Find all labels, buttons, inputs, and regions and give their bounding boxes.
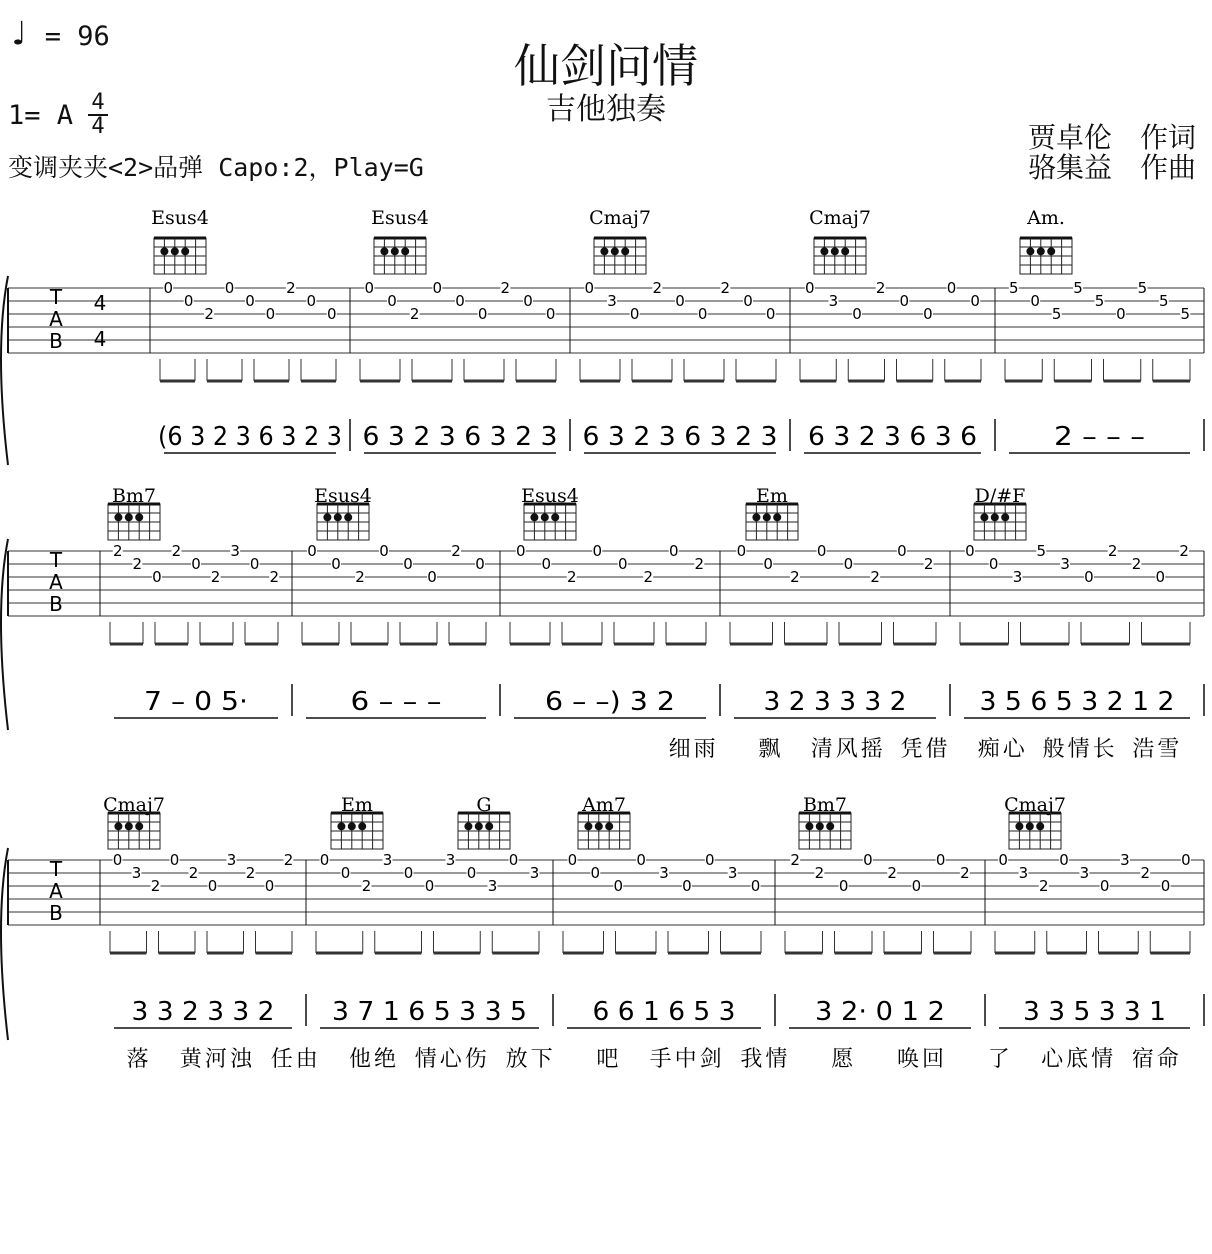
- chord-finger-dot: [826, 822, 834, 830]
- fret-number: 0: [523, 292, 533, 310]
- fret-number: 3: [226, 851, 237, 869]
- key-signature: 1= A: [8, 100, 74, 131]
- fret-number: 2: [790, 851, 800, 869]
- fret-number: 0: [541, 555, 552, 573]
- chord-name: Em: [341, 794, 373, 816]
- jianpu-measure: 3 3 5 3 3 1: [1023, 997, 1166, 1027]
- chord-name: Cmaj7: [589, 207, 651, 229]
- chord-finger-dot: [763, 513, 771, 521]
- chord-finger-dot: [816, 822, 824, 830]
- fret-number: 0: [403, 864, 414, 882]
- chord-finger-dot: [135, 822, 143, 830]
- fret-number: 0: [567, 851, 578, 869]
- fret-number: 0: [636, 851, 646, 869]
- fret-number: 0: [617, 555, 628, 573]
- chord-finger-dot: [337, 822, 345, 830]
- tab-clef-letter: B: [49, 329, 63, 353]
- quarter-note-icon: ♩: [8, 14, 29, 54]
- lyric-word: 吧: [596, 1047, 622, 1072]
- fret-number: 0: [852, 305, 862, 323]
- fret-number: 3: [1060, 555, 1070, 573]
- fret-number: 5: [1051, 305, 1062, 323]
- fret-number: 0: [224, 279, 235, 297]
- tab-clef-letter: A: [49, 307, 63, 331]
- jianpu-measure: 6 3 2 3 6 3 2 3: [582, 422, 778, 452]
- jianpu-measure: 6 3 2 3 6 3 6: [808, 422, 977, 452]
- fret-number: 3: [487, 877, 498, 895]
- fret-number: 2: [269, 568, 279, 586]
- lyric-word: 黄河浊: [179, 1047, 255, 1072]
- fret-number: 0: [508, 851, 519, 869]
- fret-number: 0: [682, 877, 692, 895]
- fret-number: 2: [694, 555, 705, 573]
- fret-number: 5: [1008, 279, 1019, 297]
- chord-name: Am.: [1027, 207, 1065, 229]
- chord-finger-dot: [114, 822, 122, 830]
- chord-finger-dot: [334, 513, 342, 521]
- tab-time-sig-bottom: 4: [93, 327, 107, 351]
- fret-number: 0: [327, 305, 337, 323]
- fret-number: 0: [946, 279, 957, 297]
- chord-name: Esus4: [151, 207, 209, 229]
- chord-finger-dot: [831, 247, 839, 255]
- fret-number: 0: [387, 292, 397, 310]
- fret-number: 0: [466, 864, 477, 882]
- chord-finger-dot: [773, 513, 781, 521]
- lyric-word: 他绝: [348, 1047, 400, 1072]
- fret-number: 0: [816, 542, 827, 560]
- chord-finger-dot: [621, 247, 629, 255]
- fret-number: 2: [643, 568, 654, 586]
- chord-finger-dot: [541, 513, 549, 521]
- fret-number: 3: [230, 542, 240, 560]
- fret-number: 0: [970, 292, 980, 310]
- chord-finger-dot: [1037, 247, 1045, 255]
- fret-number: 2: [875, 279, 886, 297]
- fret-number: 5: [1094, 292, 1105, 310]
- fret-number: 0: [265, 305, 276, 323]
- jianpu-measure: 6 3 2 3 6 3 2 3: [362, 422, 558, 452]
- fret-number: 0: [899, 292, 910, 310]
- fret-number: 0: [805, 279, 815, 297]
- chord-name: G: [476, 794, 492, 816]
- lyric-word: 宿命: [1131, 1047, 1182, 1072]
- fret-number: 2: [500, 279, 511, 297]
- fret-number: 0: [245, 292, 255, 310]
- fret-number: 0: [668, 542, 679, 560]
- fret-number: 0: [475, 555, 485, 573]
- fret-number: 0: [306, 292, 317, 310]
- fret-number: 3: [529, 864, 540, 882]
- fret-number: 0: [705, 851, 715, 869]
- chord-name: Cmaj7: [103, 794, 165, 816]
- lyric-word: 唤回: [896, 1047, 948, 1072]
- chord-finger-dot: [464, 822, 472, 830]
- tab-clef-letter: B: [49, 592, 63, 616]
- fret-number: 0: [331, 555, 341, 573]
- chord-finger-dot: [980, 513, 988, 521]
- fret-number: 3: [659, 864, 669, 882]
- chord-finger-dot: [181, 247, 189, 255]
- fret-number: 0: [1155, 568, 1166, 586]
- chord-finger-dot: [160, 247, 168, 255]
- jianpu-measure: 2 – – –: [1054, 422, 1145, 452]
- fret-number: 2: [286, 279, 296, 297]
- lyric-word: 任由: [270, 1047, 321, 1072]
- fret-number: 2: [1107, 542, 1118, 560]
- fret-number: 2: [451, 542, 461, 560]
- fret-number: 2: [790, 568, 800, 586]
- fret-number: 0: [169, 851, 180, 869]
- fret-number: 2: [1179, 542, 1189, 560]
- fret-number: 2: [204, 305, 214, 323]
- tab-clef-letter: A: [49, 570, 63, 594]
- chord-finger-dot: [530, 513, 538, 521]
- fret-number: 0: [163, 279, 173, 297]
- fret-number: 0: [432, 279, 443, 297]
- chord-name: Cmaj7: [809, 207, 871, 229]
- fret-number: 0: [1116, 305, 1126, 323]
- fret-number: 0: [515, 542, 526, 560]
- chord-finger-dot: [841, 247, 849, 255]
- fret-number: 3: [382, 851, 393, 869]
- fret-number: 0: [743, 292, 753, 310]
- fret-number: 2: [1131, 555, 1142, 573]
- lyric-word: 情心伤: [414, 1047, 490, 1072]
- tab-clef-letter: B: [49, 901, 63, 925]
- fret-number: 2: [245, 864, 256, 882]
- fret-number: 0: [965, 542, 975, 560]
- fret-number: 2: [171, 542, 182, 560]
- chord-finger-dot: [171, 247, 179, 255]
- jianpu-measure: 3 2 3 3 3 2: [763, 687, 907, 717]
- fret-number: 5: [1180, 305, 1191, 323]
- time-sig-top: 4: [91, 90, 105, 115]
- chord-finger-dot: [485, 822, 493, 830]
- jianpu-measure: 7 – 0 5·: [144, 687, 248, 717]
- tab-clef-letter: T: [49, 285, 63, 309]
- chord-finger-dot: [600, 247, 608, 255]
- fret-number: 0: [379, 542, 389, 560]
- song-subtitle: 吉他独奏: [546, 92, 666, 127]
- fret-number: 2: [923, 555, 934, 573]
- fret-number: 2: [566, 568, 577, 586]
- chord-finger-dot: [1026, 822, 1034, 830]
- fret-number: 3: [1120, 851, 1130, 869]
- fret-number: 2: [720, 279, 731, 297]
- jianpu-measure: 3 3 2 3 3 2: [131, 997, 275, 1027]
- chord-finger-dot: [348, 822, 356, 830]
- fret-number: 0: [1160, 877, 1171, 895]
- fret-number: 0: [183, 292, 194, 310]
- chord-finger-dot: [584, 822, 592, 830]
- fret-number: 2: [887, 864, 897, 882]
- chord-finger-dot: [125, 822, 133, 830]
- fret-number: 2: [361, 877, 372, 895]
- tab-clef-letter: T: [49, 857, 63, 881]
- lyric-word: 愿: [831, 1047, 857, 1072]
- fret-number: 0: [319, 851, 330, 869]
- fret-number: 3: [1079, 864, 1090, 882]
- fret-number: 0: [923, 305, 933, 323]
- fret-number: 0: [264, 877, 275, 895]
- fret-number: 0: [843, 555, 854, 573]
- jianpu-measure: 6 6 1 6 5 3: [592, 997, 736, 1027]
- chord-finger-dot: [805, 822, 813, 830]
- chord-name: Bm7: [111, 485, 157, 507]
- tempo-value: = 96: [44, 21, 110, 52]
- lyric-word: 了: [987, 1047, 1013, 1072]
- fret-number: 3: [445, 851, 456, 869]
- fret-number: 5: [1159, 292, 1169, 310]
- fret-number: 0: [207, 877, 218, 895]
- tab-clef-letter: T: [49, 548, 63, 572]
- fret-number: 0: [613, 877, 623, 895]
- chord-name: Esus4: [371, 207, 429, 229]
- lyric-word: 细雨: [668, 737, 719, 762]
- fret-number: 0: [427, 568, 437, 586]
- system-brace: [1, 848, 8, 1040]
- chord-name: Em: [756, 485, 788, 507]
- fret-number: 0: [750, 877, 761, 895]
- fret-number: 0: [1181, 851, 1191, 869]
- fret-number: 0: [364, 279, 375, 297]
- jianpu-measure: 3 7 1 6 5 3 3 5: [332, 997, 527, 1027]
- jianpu-measure: 3 5 6 5 3 2 1 2: [979, 687, 1175, 717]
- fret-number: 2: [870, 568, 880, 586]
- fret-number: 0: [935, 851, 946, 869]
- chord-finger-dot: [114, 513, 122, 521]
- fret-number: 0: [424, 877, 435, 895]
- chord-finger-dot: [358, 822, 366, 830]
- fret-number: 0: [191, 555, 201, 573]
- fret-number: 0: [765, 305, 776, 323]
- jianpu-measure: 6 – –) 3 2: [545, 687, 675, 717]
- lyric-word: 痴心: [977, 737, 1028, 762]
- fret-number: 2: [210, 568, 221, 586]
- jianpu-measure: 3 2· 0 1 2: [815, 997, 945, 1027]
- lyric-word: 落: [126, 1047, 152, 1072]
- fret-number: 0: [763, 555, 773, 573]
- fret-number: 0: [629, 305, 640, 323]
- lyricist-credit: 贾卓伦 作词: [1028, 121, 1197, 154]
- fret-number: 0: [697, 305, 708, 323]
- tab-clef-letter: A: [49, 879, 63, 903]
- fret-number: 0: [592, 542, 603, 560]
- song-title: 仙剑问情: [514, 39, 698, 93]
- chord-finger-dot: [991, 513, 999, 521]
- fret-number: 0: [1099, 877, 1110, 895]
- fret-number: 0: [403, 555, 413, 573]
- lyric-word: 般情长: [1042, 737, 1118, 762]
- lyric-word: 飘: [758, 737, 784, 762]
- lyric-word: 手中剑: [649, 1047, 725, 1072]
- fret-number: 0: [675, 292, 685, 310]
- fret-number: 3: [727, 864, 738, 882]
- chord-finger-dot: [820, 247, 828, 255]
- chord-finger-dot: [611, 247, 619, 255]
- capo-instruction: 变调夹夹<2>品弹 Capo:2，Play=G: [8, 153, 424, 182]
- fret-number: 5: [1036, 542, 1047, 560]
- fret-number: 2: [814, 864, 825, 882]
- fret-number: 0: [307, 542, 317, 560]
- fret-number: 2: [652, 279, 663, 297]
- chord-name: Am7: [582, 794, 626, 816]
- lyric-word: 心底情: [1041, 1047, 1117, 1072]
- fret-number: 0: [590, 864, 601, 882]
- fret-number: 5: [1073, 279, 1083, 297]
- chord-name: Cmaj7: [1004, 794, 1066, 816]
- jianpu-measure: (6 3 2 3 6 3 2 3: [158, 422, 342, 452]
- chord-finger-dot: [595, 822, 603, 830]
- chord-finger-dot: [135, 513, 143, 521]
- chord-finger-dot: [1015, 822, 1023, 830]
- fret-number: 0: [911, 877, 922, 895]
- tab-time-sig-top: 4: [93, 291, 107, 315]
- chord-finger-dot: [344, 513, 352, 521]
- fret-number: 0: [1084, 568, 1094, 586]
- chord-name: Esus4: [314, 485, 372, 507]
- chord-finger-dot: [475, 822, 483, 830]
- system-brace: [1, 539, 8, 730]
- chord-finger-dot: [323, 513, 331, 521]
- jianpu-measure: 6 – – –: [350, 687, 442, 717]
- chord-finger-dot: [605, 822, 613, 830]
- fret-number: 0: [1059, 851, 1069, 869]
- fret-number: 0: [838, 877, 849, 895]
- fret-number: 0: [988, 555, 999, 573]
- fret-number: 0: [112, 851, 123, 869]
- fret-number: 3: [131, 864, 142, 882]
- chord-finger-dot: [380, 247, 388, 255]
- fret-number: 0: [545, 305, 556, 323]
- fret-number: 0: [340, 864, 351, 882]
- fret-number: 2: [113, 542, 123, 560]
- fret-number: 2: [283, 851, 294, 869]
- chord-name: D/#F: [974, 485, 1026, 507]
- chord-finger-dot: [752, 513, 760, 521]
- fret-number: 0: [998, 851, 1008, 869]
- chord-finger-dot: [1047, 247, 1055, 255]
- fret-number: 0: [1030, 292, 1040, 310]
- chord-finger-dot: [125, 513, 133, 521]
- chord-finger-dot: [391, 247, 399, 255]
- fret-number: 2: [1140, 864, 1151, 882]
- chord-finger-dot: [1036, 822, 1044, 830]
- fret-number: 0: [863, 851, 873, 869]
- lyric-word: 放下: [505, 1047, 556, 1072]
- fret-number: 0: [897, 542, 907, 560]
- fret-number: 3: [607, 292, 617, 310]
- chord-finger-dot: [1001, 513, 1009, 521]
- fret-number: 2: [1038, 877, 1049, 895]
- fret-number: 2: [150, 877, 161, 895]
- fret-number: 3: [1012, 568, 1023, 586]
- chord-finger-dot: [1026, 247, 1034, 255]
- fret-number: 0: [584, 279, 595, 297]
- fret-number: 2: [188, 864, 199, 882]
- chord-finger-dot: [401, 247, 409, 255]
- fret-number: 2: [355, 568, 365, 586]
- lyric-word: 浩雪: [1132, 737, 1183, 762]
- system-brace: [1, 276, 8, 465]
- fret-number: 3: [828, 292, 839, 310]
- lyric-word: 凭借: [900, 737, 951, 762]
- lyric-word: 清风摇: [810, 737, 886, 762]
- fret-number: 2: [960, 864, 970, 882]
- fret-number: 5: [1137, 279, 1148, 297]
- fret-number: 0: [152, 568, 162, 586]
- fret-number: 2: [409, 305, 420, 323]
- time-sig-bottom: 4: [91, 114, 105, 139]
- fret-number: 0: [736, 542, 747, 560]
- chord-name: Bm7: [802, 794, 848, 816]
- fret-number: 0: [249, 555, 260, 573]
- fret-number: 0: [477, 305, 488, 323]
- fret-number: 2: [132, 555, 143, 573]
- fret-number: 0: [455, 292, 465, 310]
- fret-number: 3: [1018, 864, 1029, 882]
- chord-name: Esus4: [521, 485, 579, 507]
- composer-credit: 骆集益 作曲: [1028, 151, 1197, 184]
- chord-finger-dot: [551, 513, 559, 521]
- lyric-word: 我情: [740, 1047, 791, 1072]
